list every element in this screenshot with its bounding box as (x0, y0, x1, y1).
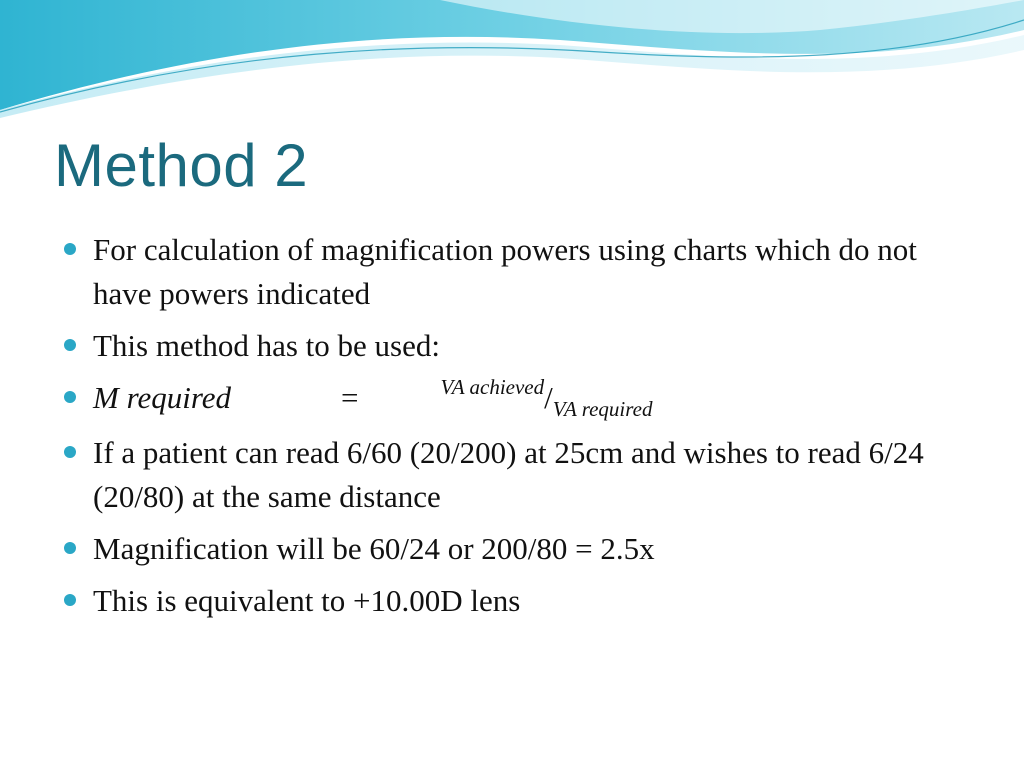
formula-lhs: M required (93, 380, 232, 415)
bullet-item (62, 324, 982, 368)
bullet-item (62, 228, 982, 316)
formula-equals: = (341, 380, 359, 415)
bullet-item (62, 527, 982, 571)
bullet-icon (64, 446, 76, 458)
bullet-icon (64, 391, 76, 403)
formula-numerator: VA achieved (440, 375, 545, 399)
formula-bullet (62, 376, 982, 423)
bullet-item (62, 579, 982, 623)
bullet-icon (64, 594, 76, 606)
header-wave-decoration (0, 0, 1024, 120)
formula-denominator: VA required (552, 397, 653, 421)
bullet-icon (64, 243, 76, 255)
bullet-icon (64, 542, 76, 554)
bullet-text: Magnification will be 60/24 or 200/80 = 2.5x (93, 531, 655, 566)
formula-slash: / (544, 380, 553, 415)
slide-title: Method 2 (54, 132, 309, 199)
bullet-item (62, 431, 982, 519)
formula-fraction (441, 376, 653, 423)
bullet-list (62, 228, 982, 631)
bullet-text: This is equivalent to +10.00D lens (93, 583, 521, 618)
bullet-text: This method has to be used: (93, 328, 440, 363)
bullet-text: For calculation of magnification powers using charts which do not have powers indicated (93, 232, 917, 311)
bullet-text: If a patient can read 6/60 (20/200) at 25cm and wishes to read 6/24 (20/80) at the same distance (93, 435, 924, 514)
bullet-icon (64, 339, 76, 351)
